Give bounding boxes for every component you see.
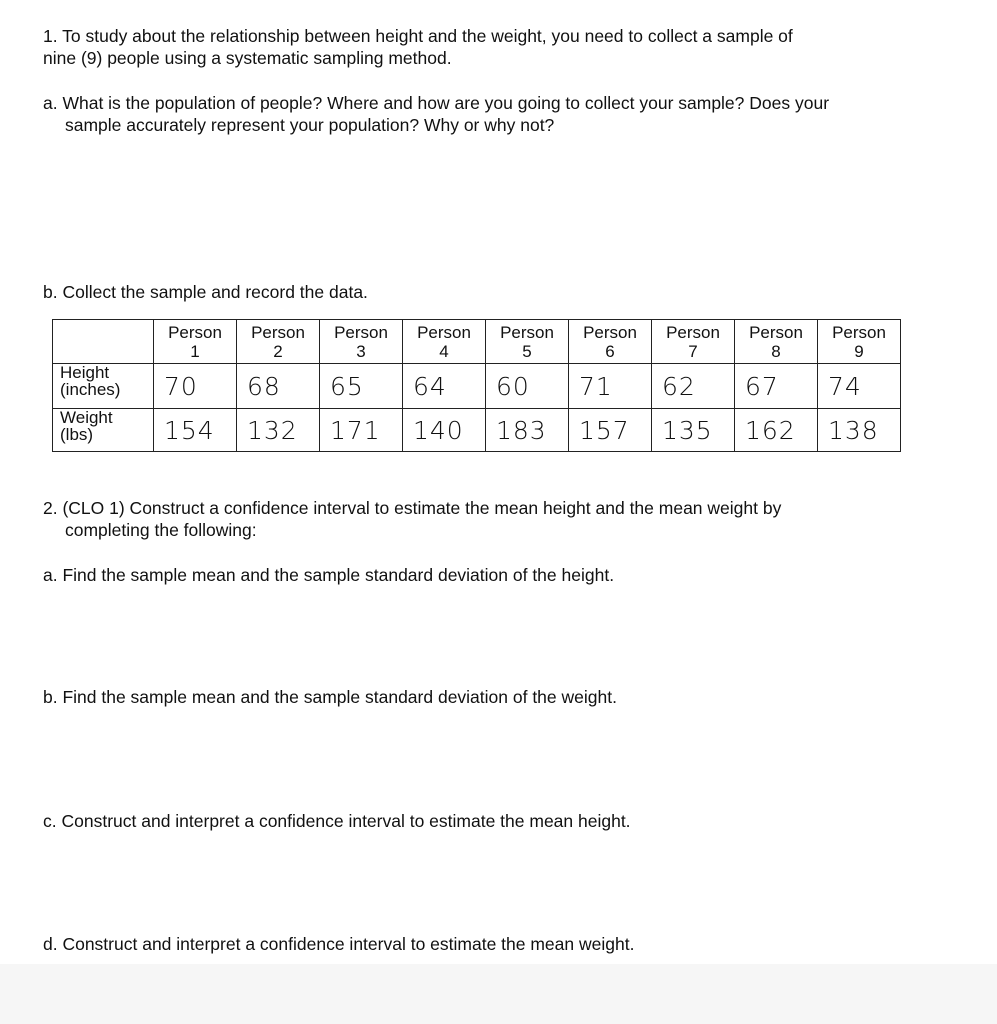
height-person-8: 67: [735, 364, 818, 409]
header-person-8: [735, 320, 818, 364]
height-person-2: 68: [237, 364, 320, 409]
table-header-row: [53, 320, 901, 364]
weight-person-8: 162: [735, 409, 818, 452]
header-person-number: 1: [190, 341, 200, 361]
weight-person-5: 183: [486, 409, 569, 452]
weight-person-6: 157: [569, 409, 652, 452]
header-person-number: 5: [522, 341, 532, 361]
header-person-label: Person: [334, 322, 388, 342]
weight-person-4: 140: [403, 409, 486, 452]
header-person-4: [403, 320, 486, 364]
height-person-9: 74: [818, 364, 901, 409]
page-bottom-band: [0, 964, 997, 1024]
header-person-label: Person: [417, 322, 471, 342]
question-2c-text: [43, 810, 631, 832]
weight-person-1: 154: [154, 409, 237, 452]
header-person-number: 9: [854, 341, 864, 361]
header-person-1: [154, 320, 237, 364]
weight-person-9: 138: [818, 409, 901, 452]
question-2d-line: d. Construct and interpret a confidence interval to estimate the mean weight.: [43, 934, 635, 954]
header-person-label: Person: [749, 322, 803, 342]
height-person-5: 60: [486, 364, 569, 409]
height-label-line-2: (inches): [60, 380, 121, 399]
question-1b-text: [43, 281, 368, 303]
header-person-2: [237, 320, 320, 364]
header-person-9: [818, 320, 901, 364]
weight-person-7: 135: [652, 409, 735, 452]
question-2-line-2: completing the following:: [65, 520, 257, 540]
header-person-number: 4: [439, 341, 449, 361]
header-person-number: 2: [273, 341, 283, 361]
weight-person-2: 132: [237, 409, 320, 452]
height-person-1: 70: [154, 364, 237, 409]
header-person-label: Person: [251, 322, 305, 342]
question-1-text: [43, 25, 793, 69]
height-person-7: 62: [652, 364, 735, 409]
header-person-6: [569, 320, 652, 364]
question-1a-line-2: sample accurately represent your population? Why or why not?: [65, 115, 555, 135]
height-row-label: [53, 364, 154, 409]
question-2a-line: a. Find the sample mean and the sample standard deviation of the height.: [43, 565, 615, 585]
question-2c-line: c. Construct and interpret a confidence interval to estimate the mean height.: [43, 811, 631, 831]
header-person-7: [652, 320, 735, 364]
question-1b-line: b. Collect the sample and record the data.: [43, 282, 368, 302]
header-person-label: Person: [168, 322, 222, 342]
question-1-line-1: 1. To study about the relationship between height and the weight, you need to collect a sample of: [43, 26, 793, 46]
header-person-label: Person: [666, 322, 720, 342]
sample-data-table: [52, 319, 901, 452]
header-person-number: 7: [688, 341, 698, 361]
question-2b-text: [43, 686, 617, 708]
table-corner-cell: [53, 320, 154, 364]
height-label-line-1: Height: [60, 363, 110, 382]
question-1-line-2: nine (9) people using a systematic sampling method.: [43, 48, 452, 68]
height-row: [53, 364, 901, 409]
weight-label-line-2: (lbs): [60, 425, 94, 444]
weight-row-label: [53, 409, 154, 452]
height-person-4: 64: [403, 364, 486, 409]
question-2b-line: b. Find the sample mean and the sample standard deviation of the weight.: [43, 687, 617, 707]
weight-person-3: 171: [320, 409, 403, 452]
header-person-label: Person: [832, 322, 886, 342]
question-2-text: [43, 497, 781, 541]
header-person-3: [320, 320, 403, 364]
header-person-number: 6: [605, 341, 615, 361]
weight-label-line-1: Weight: [60, 408, 113, 427]
height-person-6: 71: [569, 364, 652, 409]
question-1a-line-1: a. What is the population of people? Where and how are you going to collect your sample? Does your: [43, 93, 830, 113]
question-2a-text: [43, 564, 614, 586]
question-1a-text: [43, 92, 829, 136]
question-2d-text: [43, 933, 634, 955]
weight-row: [53, 409, 901, 452]
height-person-3: 65: [320, 364, 403, 409]
question-2-line-1: 2. (CLO 1) Construct a confidence interval to estimate the mean height and the mean weight by: [43, 498, 782, 518]
header-person-label: Person: [583, 322, 637, 342]
header-person-number: 3: [356, 341, 366, 361]
header-person-label: Person: [500, 322, 554, 342]
page-margin: [958, 0, 997, 964]
header-person-number: 8: [771, 341, 781, 361]
header-person-5: [486, 320, 569, 364]
